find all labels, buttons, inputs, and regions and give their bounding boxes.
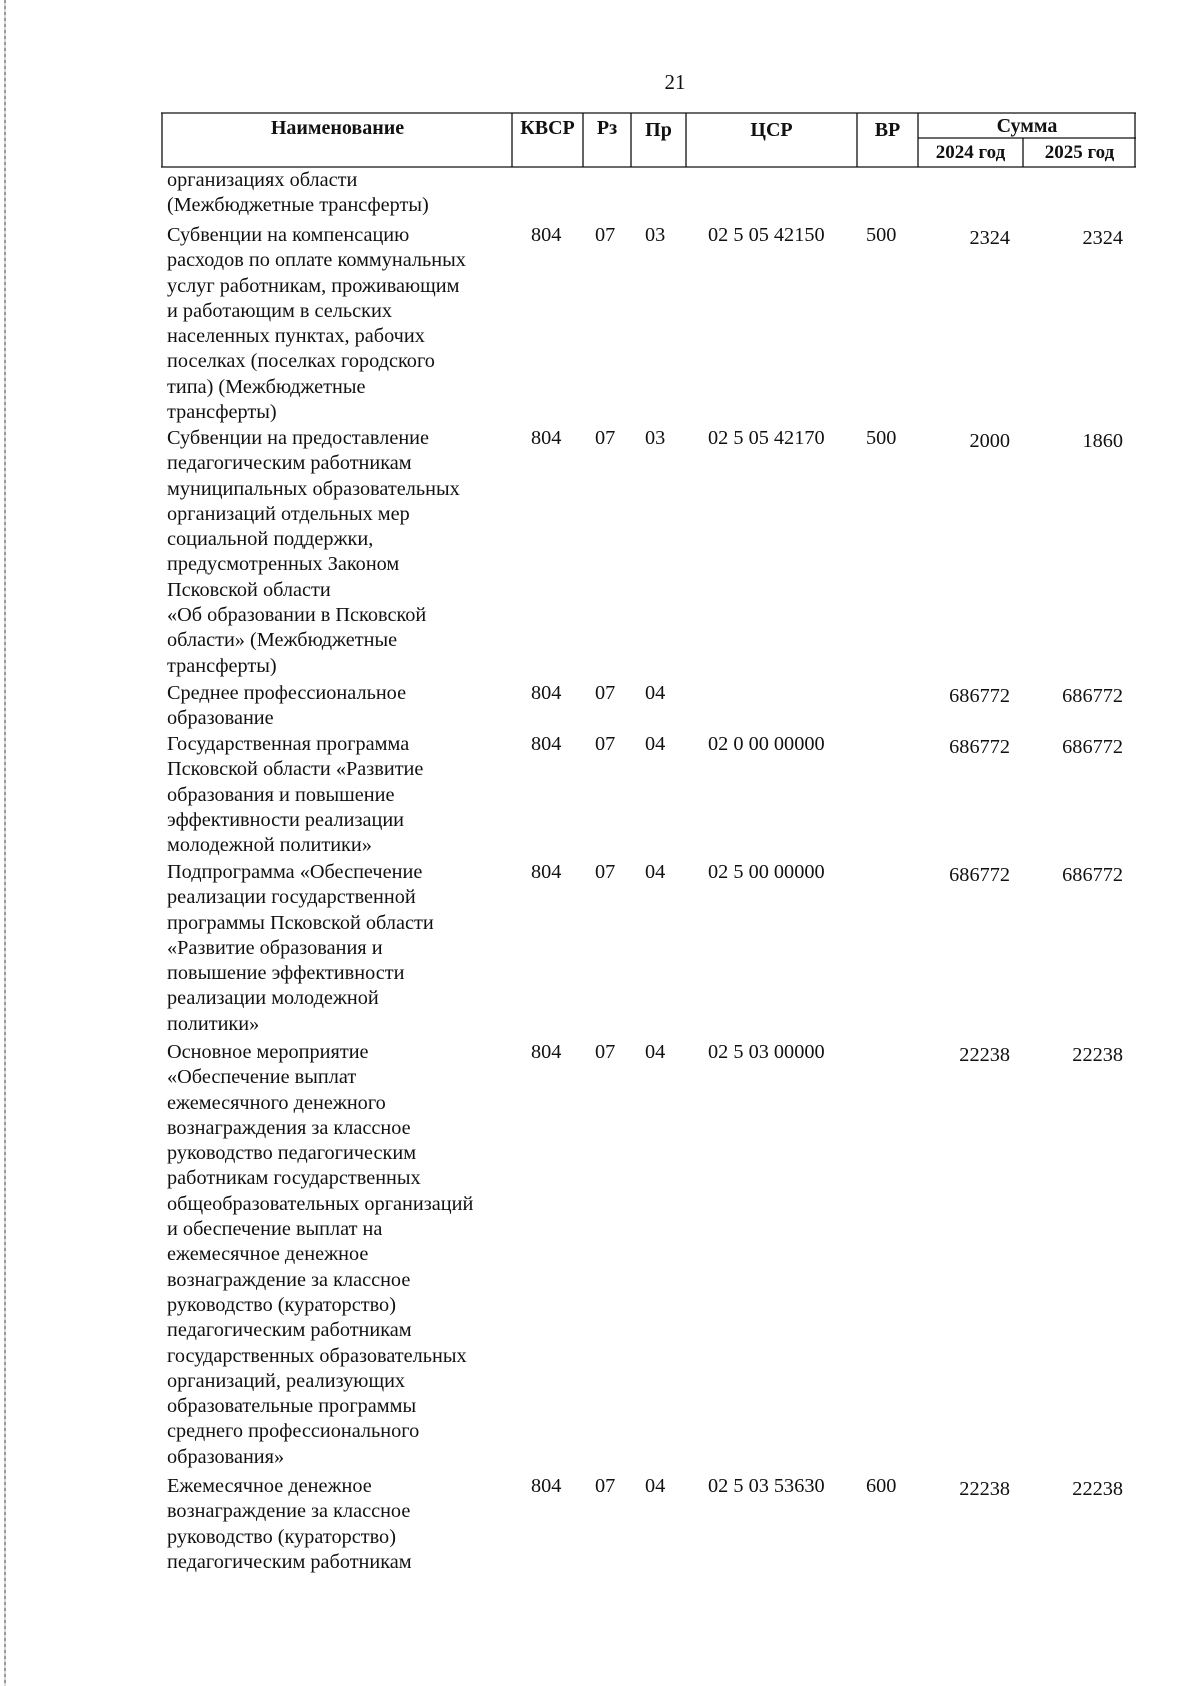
- page-number: 21: [664, 70, 686, 94]
- table-row: [0, 732, 1200, 860]
- row-sum-2024: 2324: [969, 227, 1010, 249]
- row-name: Подпрограмма «Обеспечение реализации государственной программы Псковской области «Развитие образования и повышение эффективности реализации молодежной политики»: [167, 861, 434, 1035]
- row-sum-2024: 22238: [959, 1478, 1010, 1500]
- table-row: [0, 1040, 1200, 1474]
- table-row: [0, 168, 1200, 223]
- row-name: Основное мероприятие «Обеспечение выплат ежемесячного денежного вознаграждения за классное руководство педагогическим работникам государственных общеобразовательных организаций и обеспечение выплат на ежемесячное денежное вознаграждение за классное руководство (кураторство) педагогическим работникам государственных образовательных организаций, реализующих образовательные программы среднего профессионального образования»: [167, 1041, 474, 1468]
- row-sum-2025: 686772: [1062, 864, 1123, 886]
- row-rz: 07: [595, 224, 616, 246]
- row-sum-2025: 1860: [1082, 430, 1123, 452]
- header-pr: Пр: [645, 119, 672, 141]
- row-name: Государственная программа Псковской области «Развитие образования и повышение эффективности реализации молодежной политики»: [167, 733, 424, 857]
- row-name: Среднее профессиональное образование: [167, 682, 407, 730]
- row-pr: 04: [645, 733, 666, 755]
- row-name: организациях области (Межбюджетные трансферты): [167, 169, 429, 217]
- row-csr: 02 5 00 00000: [708, 861, 825, 883]
- row-sum-2025: 686772: [1062, 736, 1123, 758]
- header-name: Наименование: [270, 117, 405, 139]
- row-sum-2024: 686772: [949, 864, 1010, 886]
- row-sum-2025: 22238: [1072, 1044, 1123, 1066]
- row-name: Субвенции на компенсацию расходов по оплате коммунальных услуг работникам, проживающим и работающим в сельских населенных пунктах, рабочих поселках (поселках городского типа) (Межбюджетные трансферты): [167, 224, 466, 424]
- row-kvsr: 804: [531, 1475, 562, 1497]
- row-kvsr: 804: [531, 427, 562, 449]
- row-kvsr: 804: [531, 1041, 562, 1063]
- row-vr: 500: [866, 427, 897, 449]
- row-sum-2025: 2324: [1082, 227, 1123, 249]
- table-row: [0, 426, 1200, 681]
- header-kvsr: КВСР: [520, 117, 575, 139]
- row-kvsr: 804: [531, 861, 562, 883]
- header-sum: Сумма: [996, 115, 1058, 137]
- row-pr: 03: [645, 427, 666, 449]
- row-csr: 02 0 00 00000: [708, 733, 825, 755]
- header-rz: Рз: [596, 117, 618, 139]
- table-row: [0, 681, 1200, 732]
- row-csr: 02 5 05 42150: [708, 224, 825, 246]
- row-sum-2025: 686772: [1062, 685, 1123, 707]
- table-header: [161, 112, 1136, 170]
- row-pr: 04: [645, 861, 666, 883]
- row-pr: 04: [645, 1475, 666, 1497]
- row-sum-2024: 686772: [949, 736, 1010, 758]
- row-csr: 02 5 03 53630: [708, 1475, 825, 1497]
- row-rz: 07: [595, 733, 616, 755]
- table-row: [0, 860, 1200, 1040]
- row-sum-2024: 22238: [959, 1044, 1010, 1066]
- row-vr: 600: [866, 1475, 897, 1497]
- header-2025: 2025 год: [1044, 142, 1115, 163]
- row-rz: 07: [595, 1041, 616, 1063]
- row-sum-2024: 2000: [969, 430, 1010, 452]
- row-rz: 07: [595, 427, 616, 449]
- row-name: Субвенции на предоставление педагогическим работникам муниципальных образовательных организаций отдельных мер социальной поддержки, предусмотренных Законом Псковской области «Об образовании в Псковской области» (Межбюджетные трансферты): [167, 427, 460, 677]
- row-name: Ежемесячное денежное вознаграждение за классное руководство (кураторство) педагогическим работникам: [167, 1475, 412, 1573]
- header-2024: 2024 год: [935, 142, 1006, 163]
- header-vr: ВР: [874, 119, 901, 141]
- row-pr: 03: [645, 224, 666, 246]
- header-csr: ЦСР: [750, 119, 793, 141]
- table-body: [0, 168, 1200, 1584]
- row-kvsr: 804: [531, 733, 562, 755]
- row-kvsr: 804: [531, 682, 562, 704]
- row-rz: 07: [595, 861, 616, 883]
- row-csr: 02 5 05 42170: [708, 427, 825, 449]
- row-kvsr: 804: [531, 224, 562, 246]
- row-sum-2024: 686772: [949, 685, 1010, 707]
- table-row: [0, 1474, 1200, 1584]
- row-vr: 500: [866, 224, 897, 246]
- row-sum-2025: 22238: [1072, 1478, 1123, 1500]
- table-row: [0, 223, 1200, 426]
- row-rz: 07: [595, 682, 616, 704]
- row-csr: 02 5 03 00000: [708, 1041, 825, 1063]
- row-pr: 04: [645, 1041, 666, 1063]
- row-rz: 07: [595, 1475, 616, 1497]
- row-pr: 04: [645, 682, 666, 704]
